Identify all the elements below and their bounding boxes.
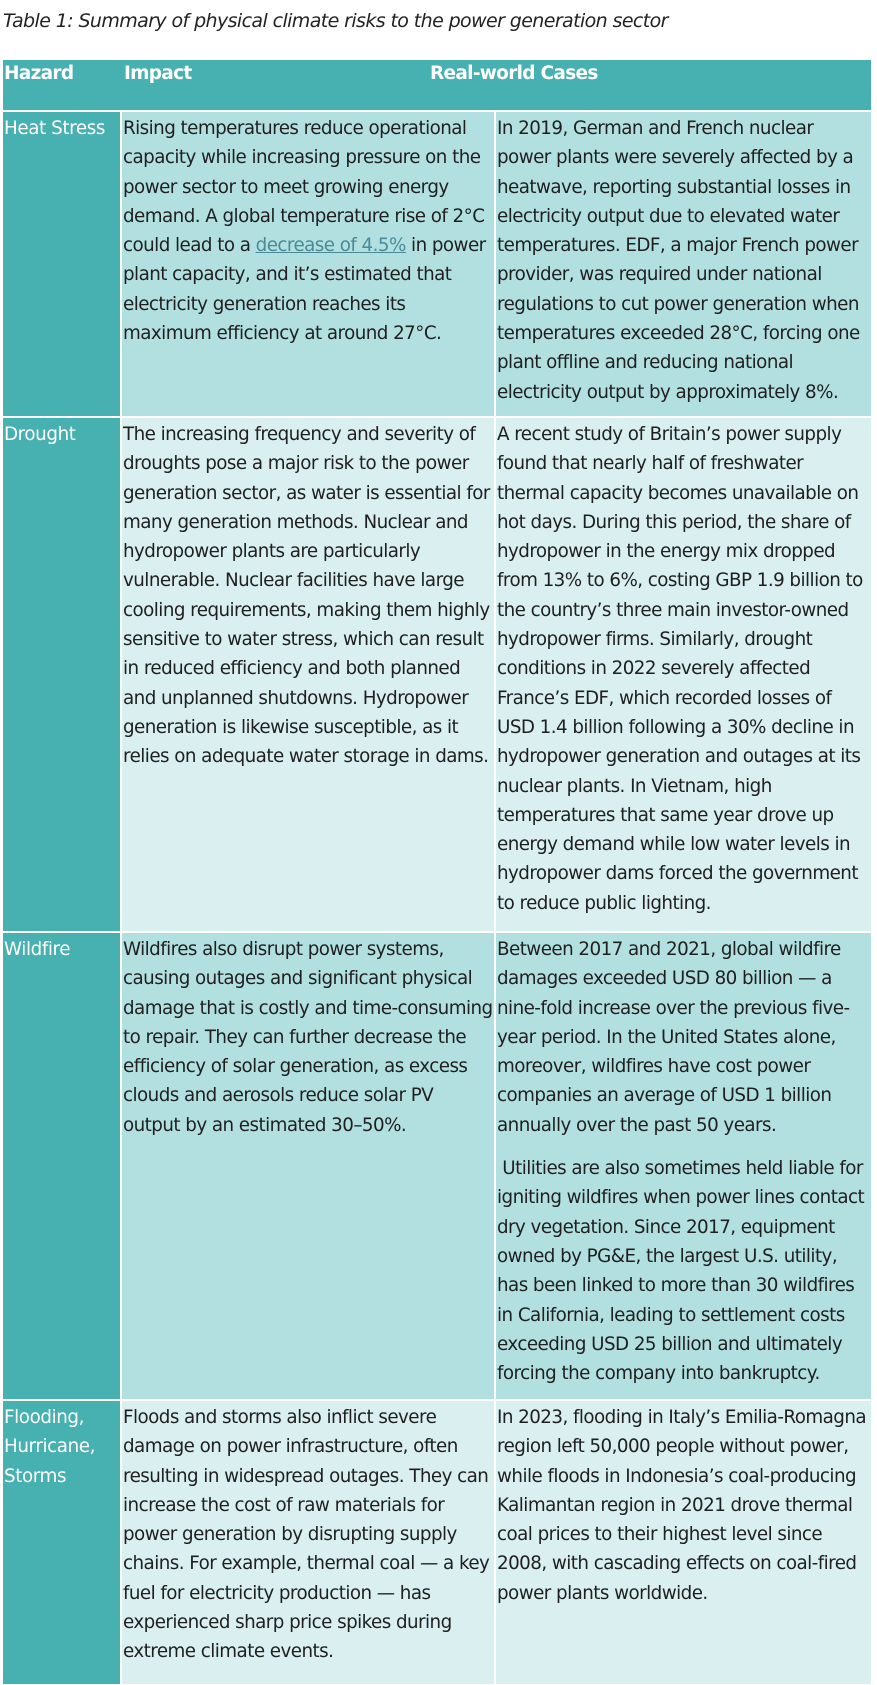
header-hazard: Hazard [3, 60, 121, 111]
hazard-cell: Wildfire [3, 932, 121, 1400]
hazard-cell: Drought [3, 417, 121, 932]
table-caption: Table 1: Summary of physical climate risks to the power generation sector [3, 10, 668, 32]
impact-cell: Wildfires also disrupt power systems, causing outages and significant physical damage that is costly and time-consuming to repair. They can further decrease the efficiency of solar generation, as excess clouds and aerosols reduce solar PV output by an estimated 30–50%. [121, 932, 495, 1400]
case-paragraph: A recent study of Britain’s power supply found that nearly half of freshwater thermal capacity becomes unavailable on hot days. During this period, the share of hydropower in the energy mix dropped from 13% to 6%, costing GBP 1.9 billion to the country’s three main investor-owned hydropower firms. Similarly, drought conditions in 2022 severely affected France’s EDF, which recorded losses of USD 1.4 billion following a 30% decline in hydropower generation and outages at its nuclear plants. In Vietnam, high temperatures that same year drove up energy demand while low water levels in hydropower dams forced the government to reduce public lighting. [497, 424, 863, 914]
cases-cell [495, 932, 871, 1400]
impact-cell: Floods and storms also inflict severe damage on power infrastructure, often resulting in widespread outages. They can increase the cost of raw materials for power generation by disrupting supply chains. For example, thermal coal — a key fuel for electricity production — has experienced sharp price spikes during extreme climate events. [121, 1400, 495, 1684]
header-real-world-cases: Real-world Cases [430, 63, 598, 84]
climate-risk-table [3, 60, 871, 1684]
hazard-cell: Flooding, Hurricane, Storms [3, 1400, 121, 1684]
impact-text-continued: in power plant capacity, and it’s estimated that electricity generation reaches its maximum efficiency at around 27°C. [123, 235, 486, 345]
table-row-flooding-hurricane-storms [3, 1400, 871, 1684]
impact-text: Rising temperatures reduce operational capacity while increasing pressure on the power sector to meet growing energy demand. A global temperature rise of 2°C could lead to a [123, 118, 485, 257]
case-paragraph: Utilities are also sometimes held liable for igniting wildfires when power lines contact dry vegetation. Since 2017, equipment owned by PG&E, the largest U.S. utility, has been linked to more than 30 wildfires in California, leading to settlement costs exceeding USD 25 billion and ultimately forcing the company into bankruptcy. [497, 1158, 870, 1385]
table-row-wildfire [3, 932, 871, 1400]
table-row-drought [3, 417, 871, 932]
cases-cell [495, 417, 871, 932]
decrease-4-5-percent-link[interactable]: decrease of 4.5% [255, 235, 406, 257]
case-paragraph: In 2023, flooding in Italy’s Emilia-Romagna region left 50,000 people without power, while floods in Indonesia’s coal-producing Kalimantan region in 2021 drove thermal coal prices to their highest level since 2008, with cascading effects on coal-fired power plants worldwide. [497, 1407, 867, 1604]
hazard-cell: Heat Stress [3, 111, 121, 417]
header-impact: Impact [124, 63, 192, 84]
impact-cell: The increasing frequency and severity of droughts pose a major risk to the power generation sector, as water is essential for many generation methods. Nuclear and hydropower plants are particularly vulnerable. Nuclear facilities have large cooling requirements, making them highly sensitive to water stress, which can result in reduced efficiency and both planned and unplanned shutdowns. Hydropower generation is likewise susceptible, as it relies on adequate water storage in dams. [121, 417, 495, 932]
table-row-heat-stress [3, 111, 871, 417]
table-header-row [3, 60, 871, 111]
header-impact-and-cases [121, 60, 871, 111]
cases-cell [495, 1400, 871, 1684]
case-paragraph: Between 2017 and 2021, global wildfire damages exceeded USD 80 billion — a nine-fold increase over the previous five-year period. In the United States alone, moreover, wildfires have cost power companies an average of USD 1 billion annually over the past 50 years. [497, 939, 850, 1136]
impact-cell [121, 111, 495, 417]
cases-cell [495, 111, 871, 417]
case-paragraph: In 2019, German and French nuclear power plants were severely affected by a heatwave, reporting substantial losses in electricity output due to elevated water temperatures. EDF, a major French power provider, was required under national regulations to cut power generation when temperatures exceeded 28°C, forcing one plant offline and reducing national electricity output by approximately 8%. [497, 118, 860, 403]
